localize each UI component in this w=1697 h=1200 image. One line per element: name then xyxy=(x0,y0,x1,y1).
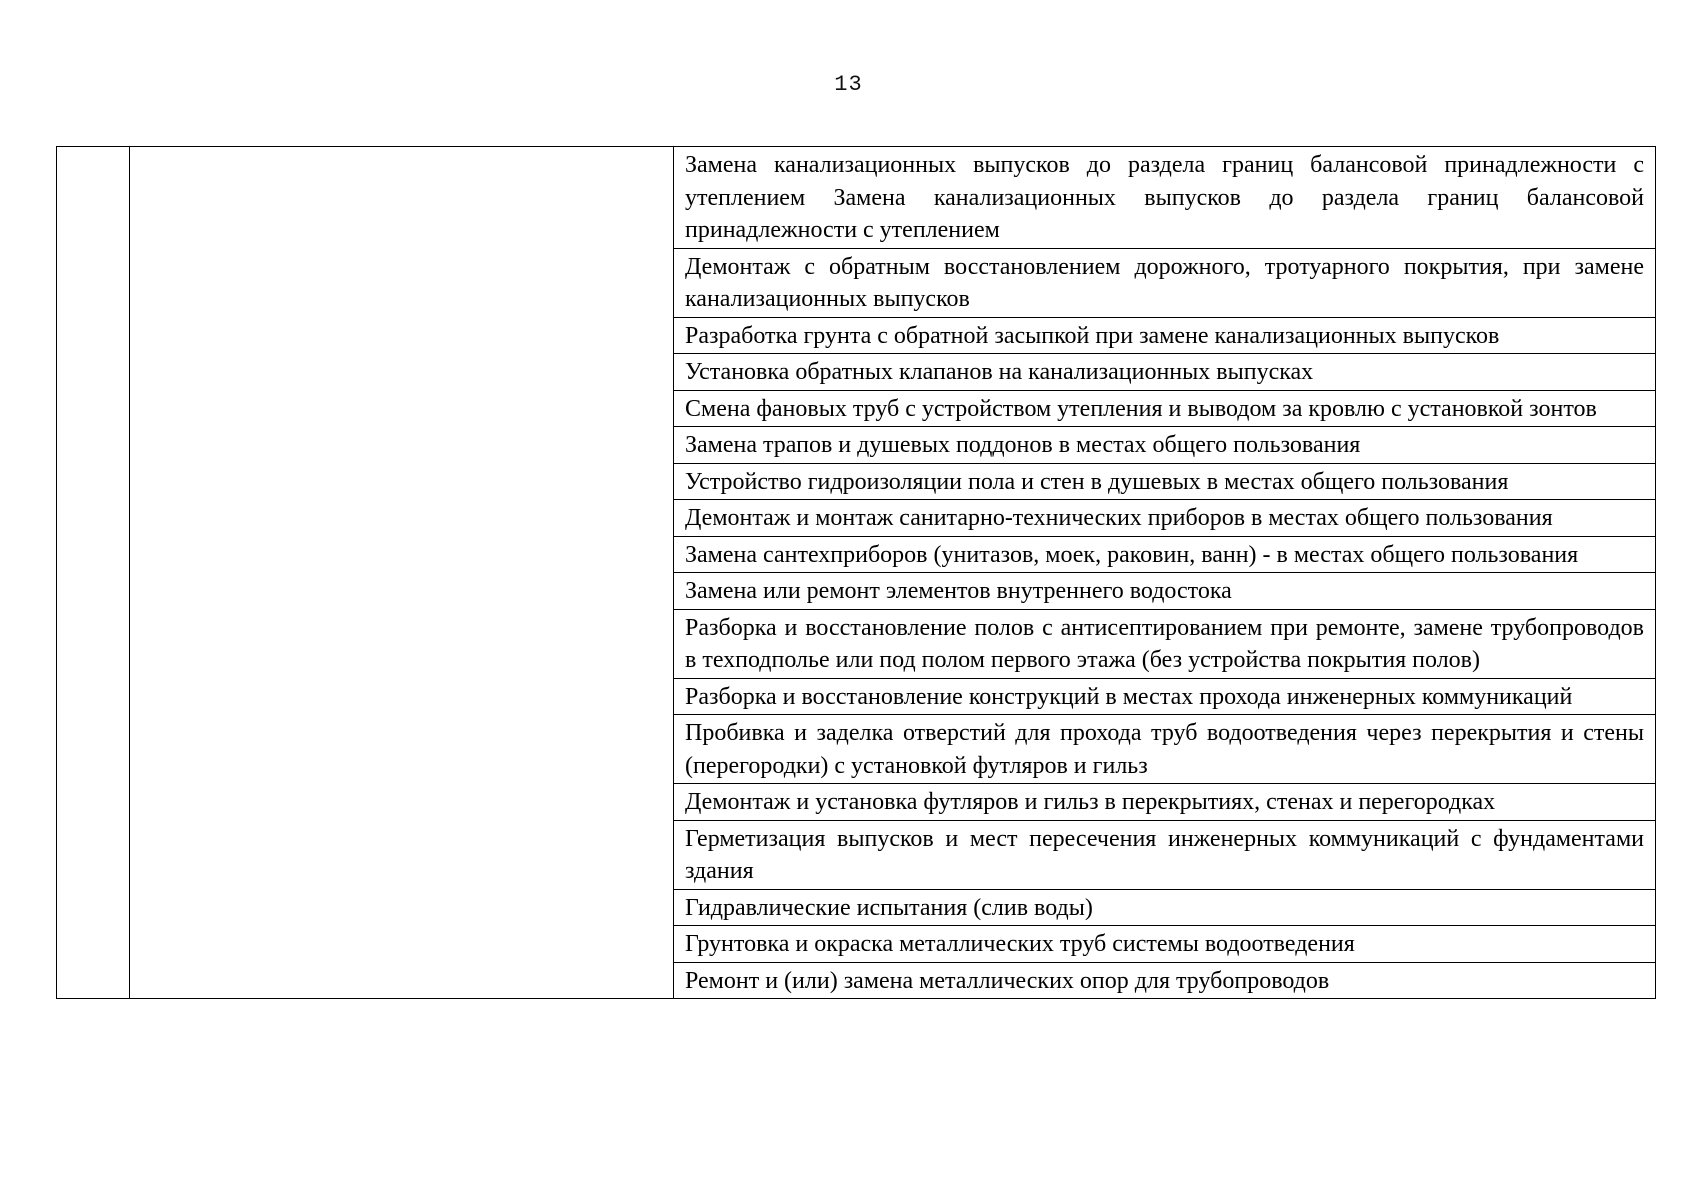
work-item: Установка обратных клапанов на канализационных выпусках xyxy=(674,354,1656,391)
work-item: Замена или ремонт элементов внутреннего водостока xyxy=(674,573,1656,610)
work-item: Пробивка и заделка отверстий для прохода труб водоотведения через перекрытия и стены (перегородки) с установкой футляров и гильз xyxy=(674,715,1656,784)
work-item: Грунтовка и окраска металлических труб системы водоотведения xyxy=(674,926,1656,963)
table-row xyxy=(57,147,1656,249)
work-item: Гидравлические испытания (слив воды) xyxy=(674,889,1656,926)
work-item: Герметизация выпусков и мест пересечения инженерных коммуникаций с фундаментами здания xyxy=(674,820,1656,889)
works-table-body xyxy=(57,147,1656,999)
work-item: Замена трапов и душевых поддонов в местах общего пользования xyxy=(674,427,1656,464)
element-name-cell xyxy=(130,147,674,999)
work-item: Разработка грунта с обратной засыпкой при замене канализационных выпусков xyxy=(674,317,1656,354)
work-item: Демонтаж и установка футляров и гильз в перекрытиях, стенах и перегородках xyxy=(674,784,1656,821)
works-table xyxy=(56,146,1656,999)
work-item: Смена фановых труб с устройством утепления и выводом за кровлю с установкой зонтов xyxy=(674,390,1656,427)
number-cell xyxy=(57,147,130,999)
work-item: Замена сантехприборов (унитазов, моек, раковин, ванн) - в местах общего пользования xyxy=(674,536,1656,573)
work-item: Демонтаж с обратным восстановлением дорожного, тротуарного покрытия, при замене канализационных выпусков xyxy=(674,248,1656,317)
work-item: Демонтаж и монтаж санитарно-технических приборов в местах общего пользования xyxy=(674,500,1656,537)
work-item: Замена канализационных выпусков до раздела границ балансовой принадлежности с утеплением Замена канализационных выпусков до раздела границ балансовой принадлежности с утеплением xyxy=(674,147,1656,249)
page-number: 13 xyxy=(834,72,863,97)
work-item: Ремонт и (или) замена металлических опор для трубопроводов xyxy=(674,962,1656,999)
work-item: Разборка и восстановление конструкций в местах прохода инженерных коммуникаций xyxy=(674,678,1656,715)
work-item: Устройство гидроизоляции пола и стен в душевых в местах общего пользования xyxy=(674,463,1656,500)
work-item: Разборка и восстановление полов с антисептированием при ремонте, замене трубопроводов в техподполье или под полом первого этажа (без устройства покрытия полов) xyxy=(674,609,1656,678)
